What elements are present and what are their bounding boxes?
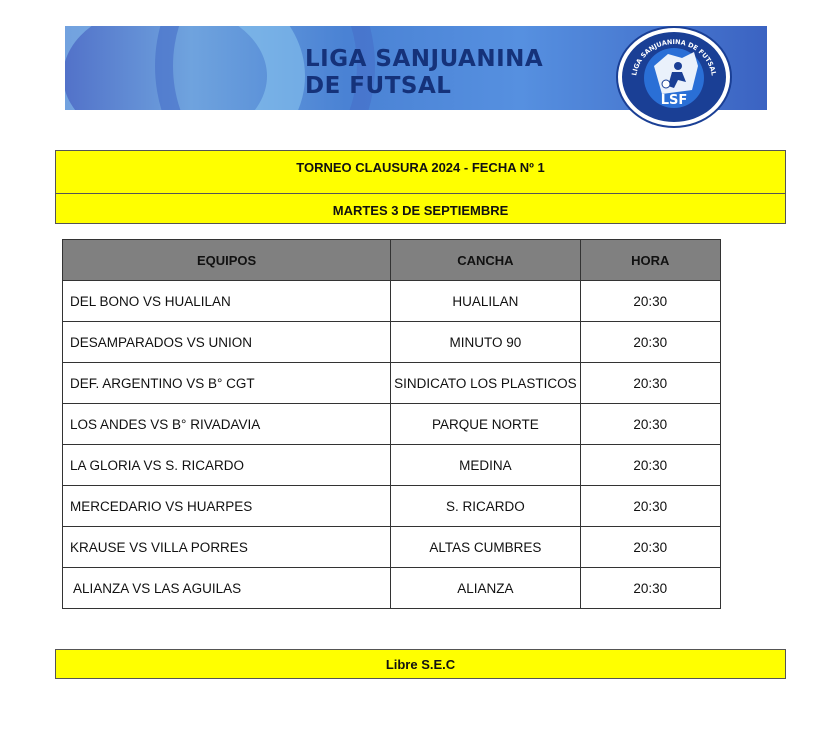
header-equipos: EQUIPOS: [63, 240, 391, 281]
match-teams: KRAUSE VS VILLA PORRES: [63, 527, 391, 568]
match-time: 20:30: [580, 445, 720, 486]
table-row: [63, 404, 721, 445]
match-time: 20:30: [580, 486, 720, 527]
table-row: [63, 486, 721, 527]
logo-initials: LSF: [660, 93, 688, 108]
libre-team: Libre S.E.C: [385, 657, 456, 672]
header-hora: HORA: [580, 240, 720, 281]
table-header-row: [63, 240, 721, 281]
logo-ring-text: LIGA SANJUANINA DE FUTSAL: [630, 37, 718, 77]
table-row: [63, 527, 721, 568]
match-court: ALTAS CUMBRES: [391, 527, 580, 568]
match-court: MEDINA: [391, 445, 580, 486]
match-court: PARQUE NORTE: [391, 404, 580, 445]
match-time: 20:30: [580, 404, 720, 445]
match-court: S. RICARDO: [391, 486, 580, 527]
match-teams: LA GLORIA VS S. RICARDO: [63, 445, 391, 486]
match-time: 20:30: [580, 322, 720, 363]
header-cancha: CANCHA: [391, 240, 580, 281]
league-title-line2: DE FUTSAL: [305, 73, 452, 99]
match-court: SINDICATO LOS PLASTICOS: [391, 363, 580, 404]
match-time: 20:30: [580, 281, 720, 322]
match-time: 20:30: [580, 527, 720, 568]
match-teams: MERCEDARIO VS HUARPES: [63, 486, 391, 527]
match-teams: DESAMPARADOS VS UNION: [63, 322, 391, 363]
table-row: [63, 363, 721, 404]
match-court: ALIANZA: [391, 568, 580, 609]
table-row: [63, 281, 721, 322]
match-court: HUALILAN: [391, 281, 580, 322]
league-logo-icon: [618, 28, 730, 126]
league-title-line1: LIGA SANJUANINA: [305, 46, 544, 72]
match-teams: DEL BONO VS HUALILAN: [63, 281, 391, 322]
table-row: [63, 568, 721, 609]
match-teams: DEF. ARGENTINO VS B° CGT: [63, 363, 391, 404]
tournament-info-box: [55, 150, 786, 224]
box-divider: [56, 193, 785, 194]
match-time: 20:30: [580, 363, 720, 404]
fixture-table: [62, 239, 721, 609]
match-teams: ALIANZA VS LAS AGUILAS: [63, 568, 391, 609]
league-title: [305, 46, 543, 100]
table-row: [63, 445, 721, 486]
tournament-title: TORNEO CLAUSURA 2024 - FECHA Nº 1: [296, 160, 545, 175]
match-court: MINUTO 90: [391, 322, 580, 363]
match-time: 20:30: [580, 568, 720, 609]
libre-box: [55, 649, 786, 679]
tournament-date: MARTES 3 DE SEPTIEMBRE: [332, 203, 509, 218]
match-teams: LOS ANDES VS B° RIVADAVIA: [63, 404, 391, 445]
table-row: [63, 322, 721, 363]
